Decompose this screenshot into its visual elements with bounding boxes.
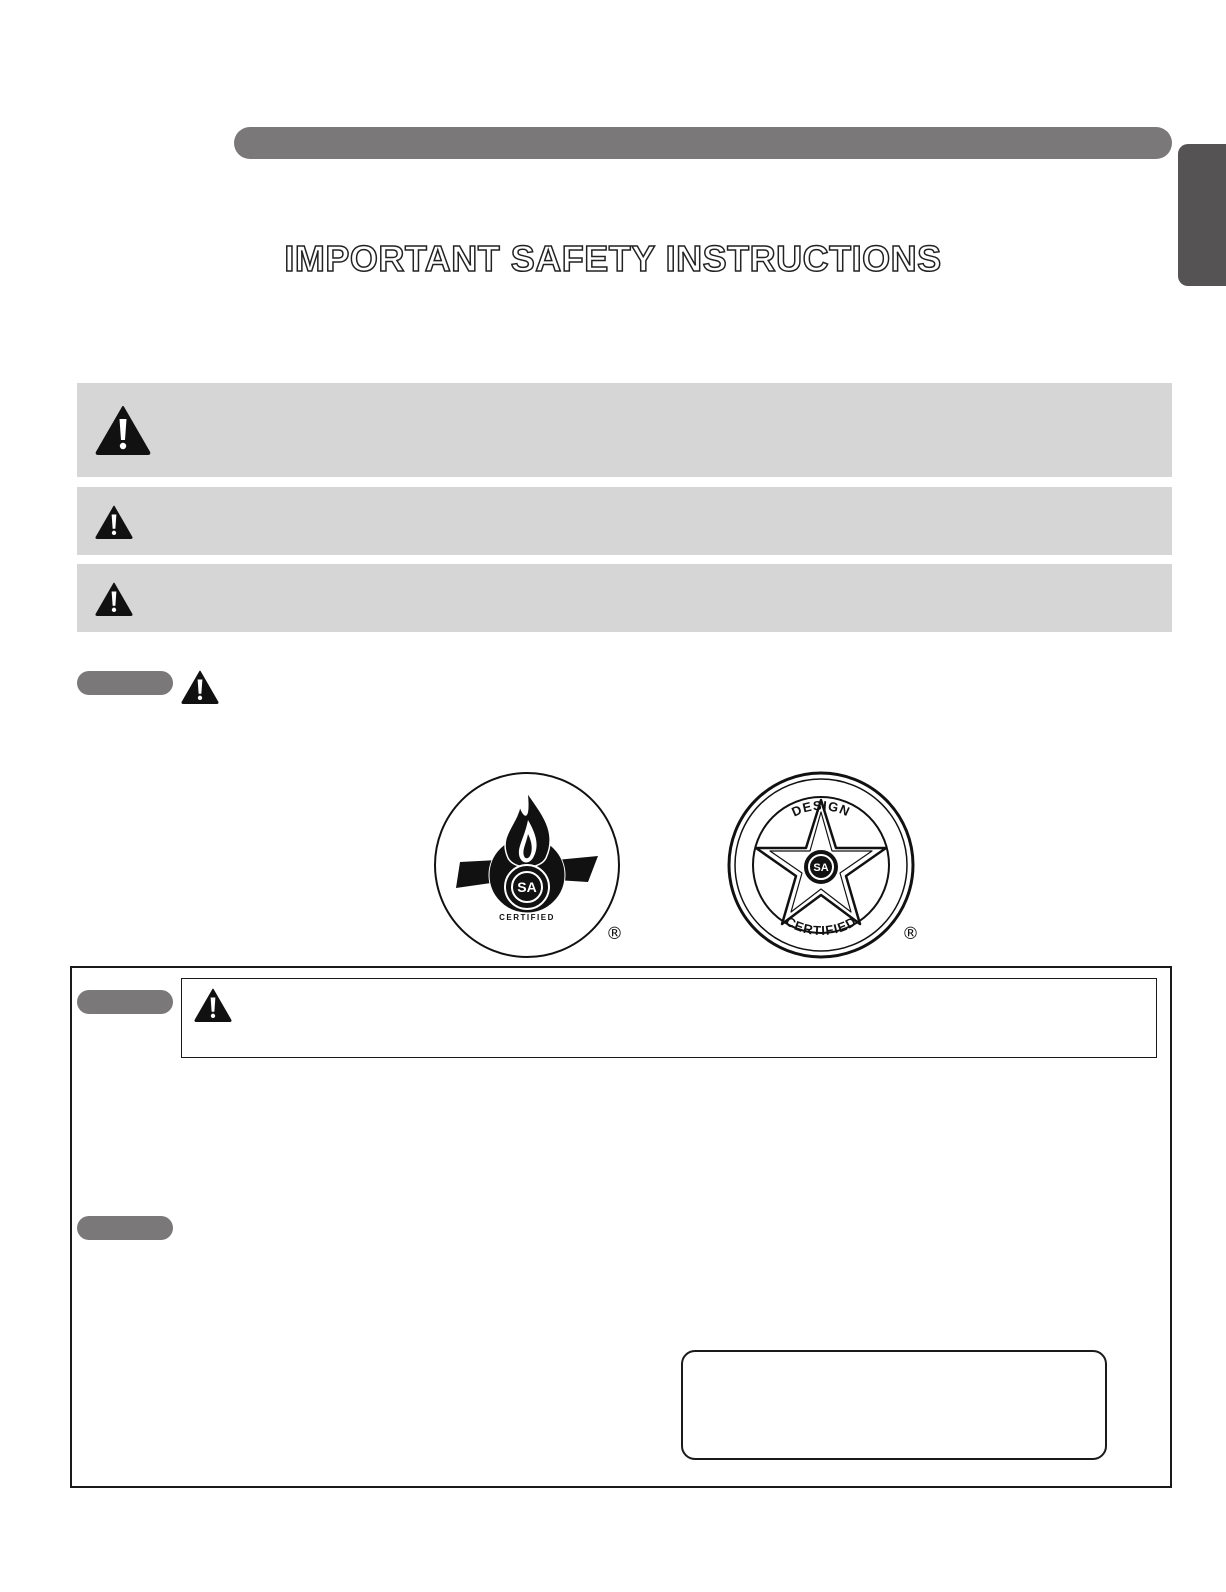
caution-panel <box>77 564 1172 632</box>
warning-triangle-icon <box>95 405 151 455</box>
seal-right-top-text: DESIGN <box>789 797 853 820</box>
seal-right-bottom-text: CERTIFIED <box>782 913 860 939</box>
warning-frame <box>181 978 1157 1058</box>
registered-mark-left: ® <box>606 924 623 944</box>
page-title: IMPORTANT SAFETY INSTRUCTIONS <box>284 238 942 279</box>
notice-pill <box>77 1216 173 1240</box>
warning-panel <box>77 487 1172 555</box>
danger-panel <box>77 383 1172 477</box>
svg-text:SA: SA <box>517 879 537 895</box>
header-bar <box>234 127 1172 159</box>
registered-mark-right: ® <box>902 924 919 944</box>
svg-text:SA: SA <box>813 862 829 874</box>
csa-certified-seal <box>432 770 622 960</box>
notice-pill <box>77 671 173 695</box>
warning-triangle-icon <box>181 670 219 704</box>
info-box <box>681 1350 1107 1460</box>
notice-pill <box>77 990 173 1014</box>
seal-left-text: CERTIFIED <box>499 913 555 922</box>
warning-triangle-icon <box>95 505 133 539</box>
warning-triangle-icon <box>95 582 133 616</box>
warning-triangle-icon <box>194 988 232 1022</box>
design-certified-seal <box>726 770 916 960</box>
